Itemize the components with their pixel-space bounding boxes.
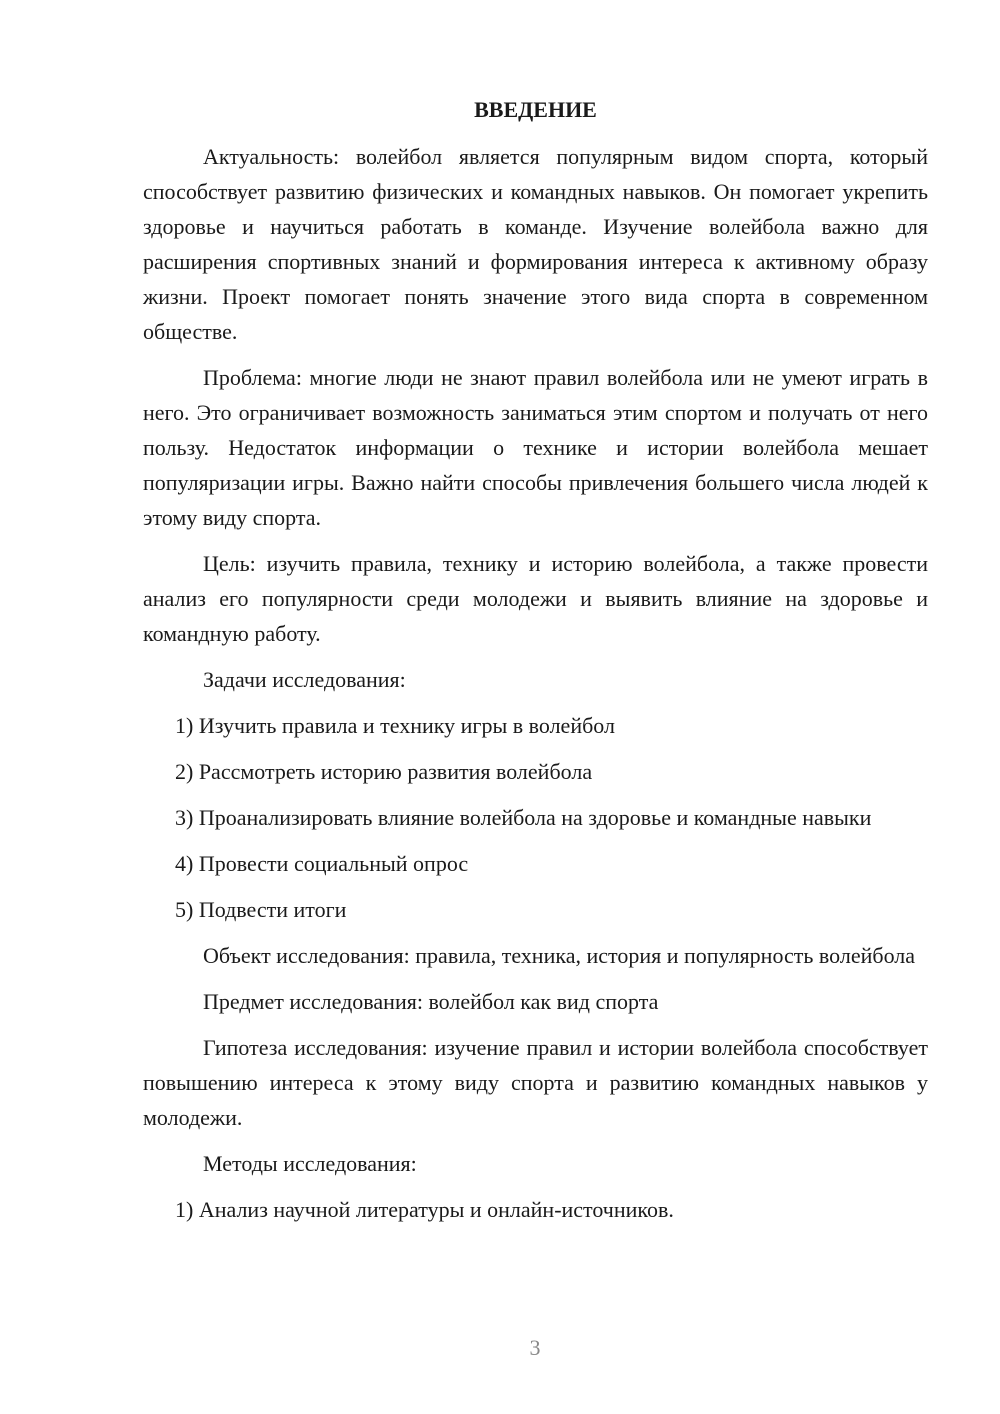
goal-paragraph: Цель: изучить правила, технику и историю волейбола, а также провести анализ его популярности среди молодежи и выявить влияние на здоровье и командную работу.	[143, 551, 928, 646]
hypothesis-paragraph: Гипотеза исследования: изучение правил и истории волейбола способствует повышению интереса к этому виду спорта и развитию командных навыков у молодежи.	[143, 1035, 928, 1130]
task-item-4: 4) Провести социальный опрос	[175, 851, 469, 876]
task-item-1: 1) Изучить правила и технику игры в волейбол	[175, 713, 615, 738]
methods-heading: Методы исследования:	[203, 1151, 417, 1176]
task-item-3: 3) Проанализировать влияние волейбола на здоровье и командные навыки	[175, 805, 872, 830]
task-item-5: 5) Подвести итоги	[175, 897, 347, 922]
method-item-1: 1) Анализ научной литературы и онлайн-источников.	[175, 1197, 674, 1222]
relevance-paragraph: Актуальность: волейбол является популярным видом спорта, который способствует развитию физических и командных навыков. Он помогает укрепить здоровье и научиться работать в команде. Изучение волейбола важно для расширения спортивных знаний и формирования интереса к активному образу жизни. Проект помогает понять значение этого вида спорта в современном обществе.	[143, 144, 928, 344]
tasks-heading: Задачи исследования:	[203, 667, 406, 692]
document-page	[143, 92, 928, 1238]
section-title: ВВЕДЕНИЕ	[474, 97, 597, 122]
page-number: 3	[529, 1335, 541, 1360]
subject-paragraph: Предмет исследования: волейбол как вид спорта	[203, 989, 659, 1014]
object-paragraph: Объект исследования: правила, техника, история и популярность волейбола	[203, 943, 916, 968]
problem-paragraph: Проблема: многие люди не знают правил волейбола или не умеют играть в него. Это ограничивает возможность заниматься этим спортом и получать от него пользу. Недостаток информации о технике и истории волейбола мешает популяризации игры. Важно найти способы привлечения большего числа людей к этому виду спорта.	[143, 365, 928, 530]
task-item-2: 2) Рассмотреть историю развития волейбола	[175, 759, 593, 784]
